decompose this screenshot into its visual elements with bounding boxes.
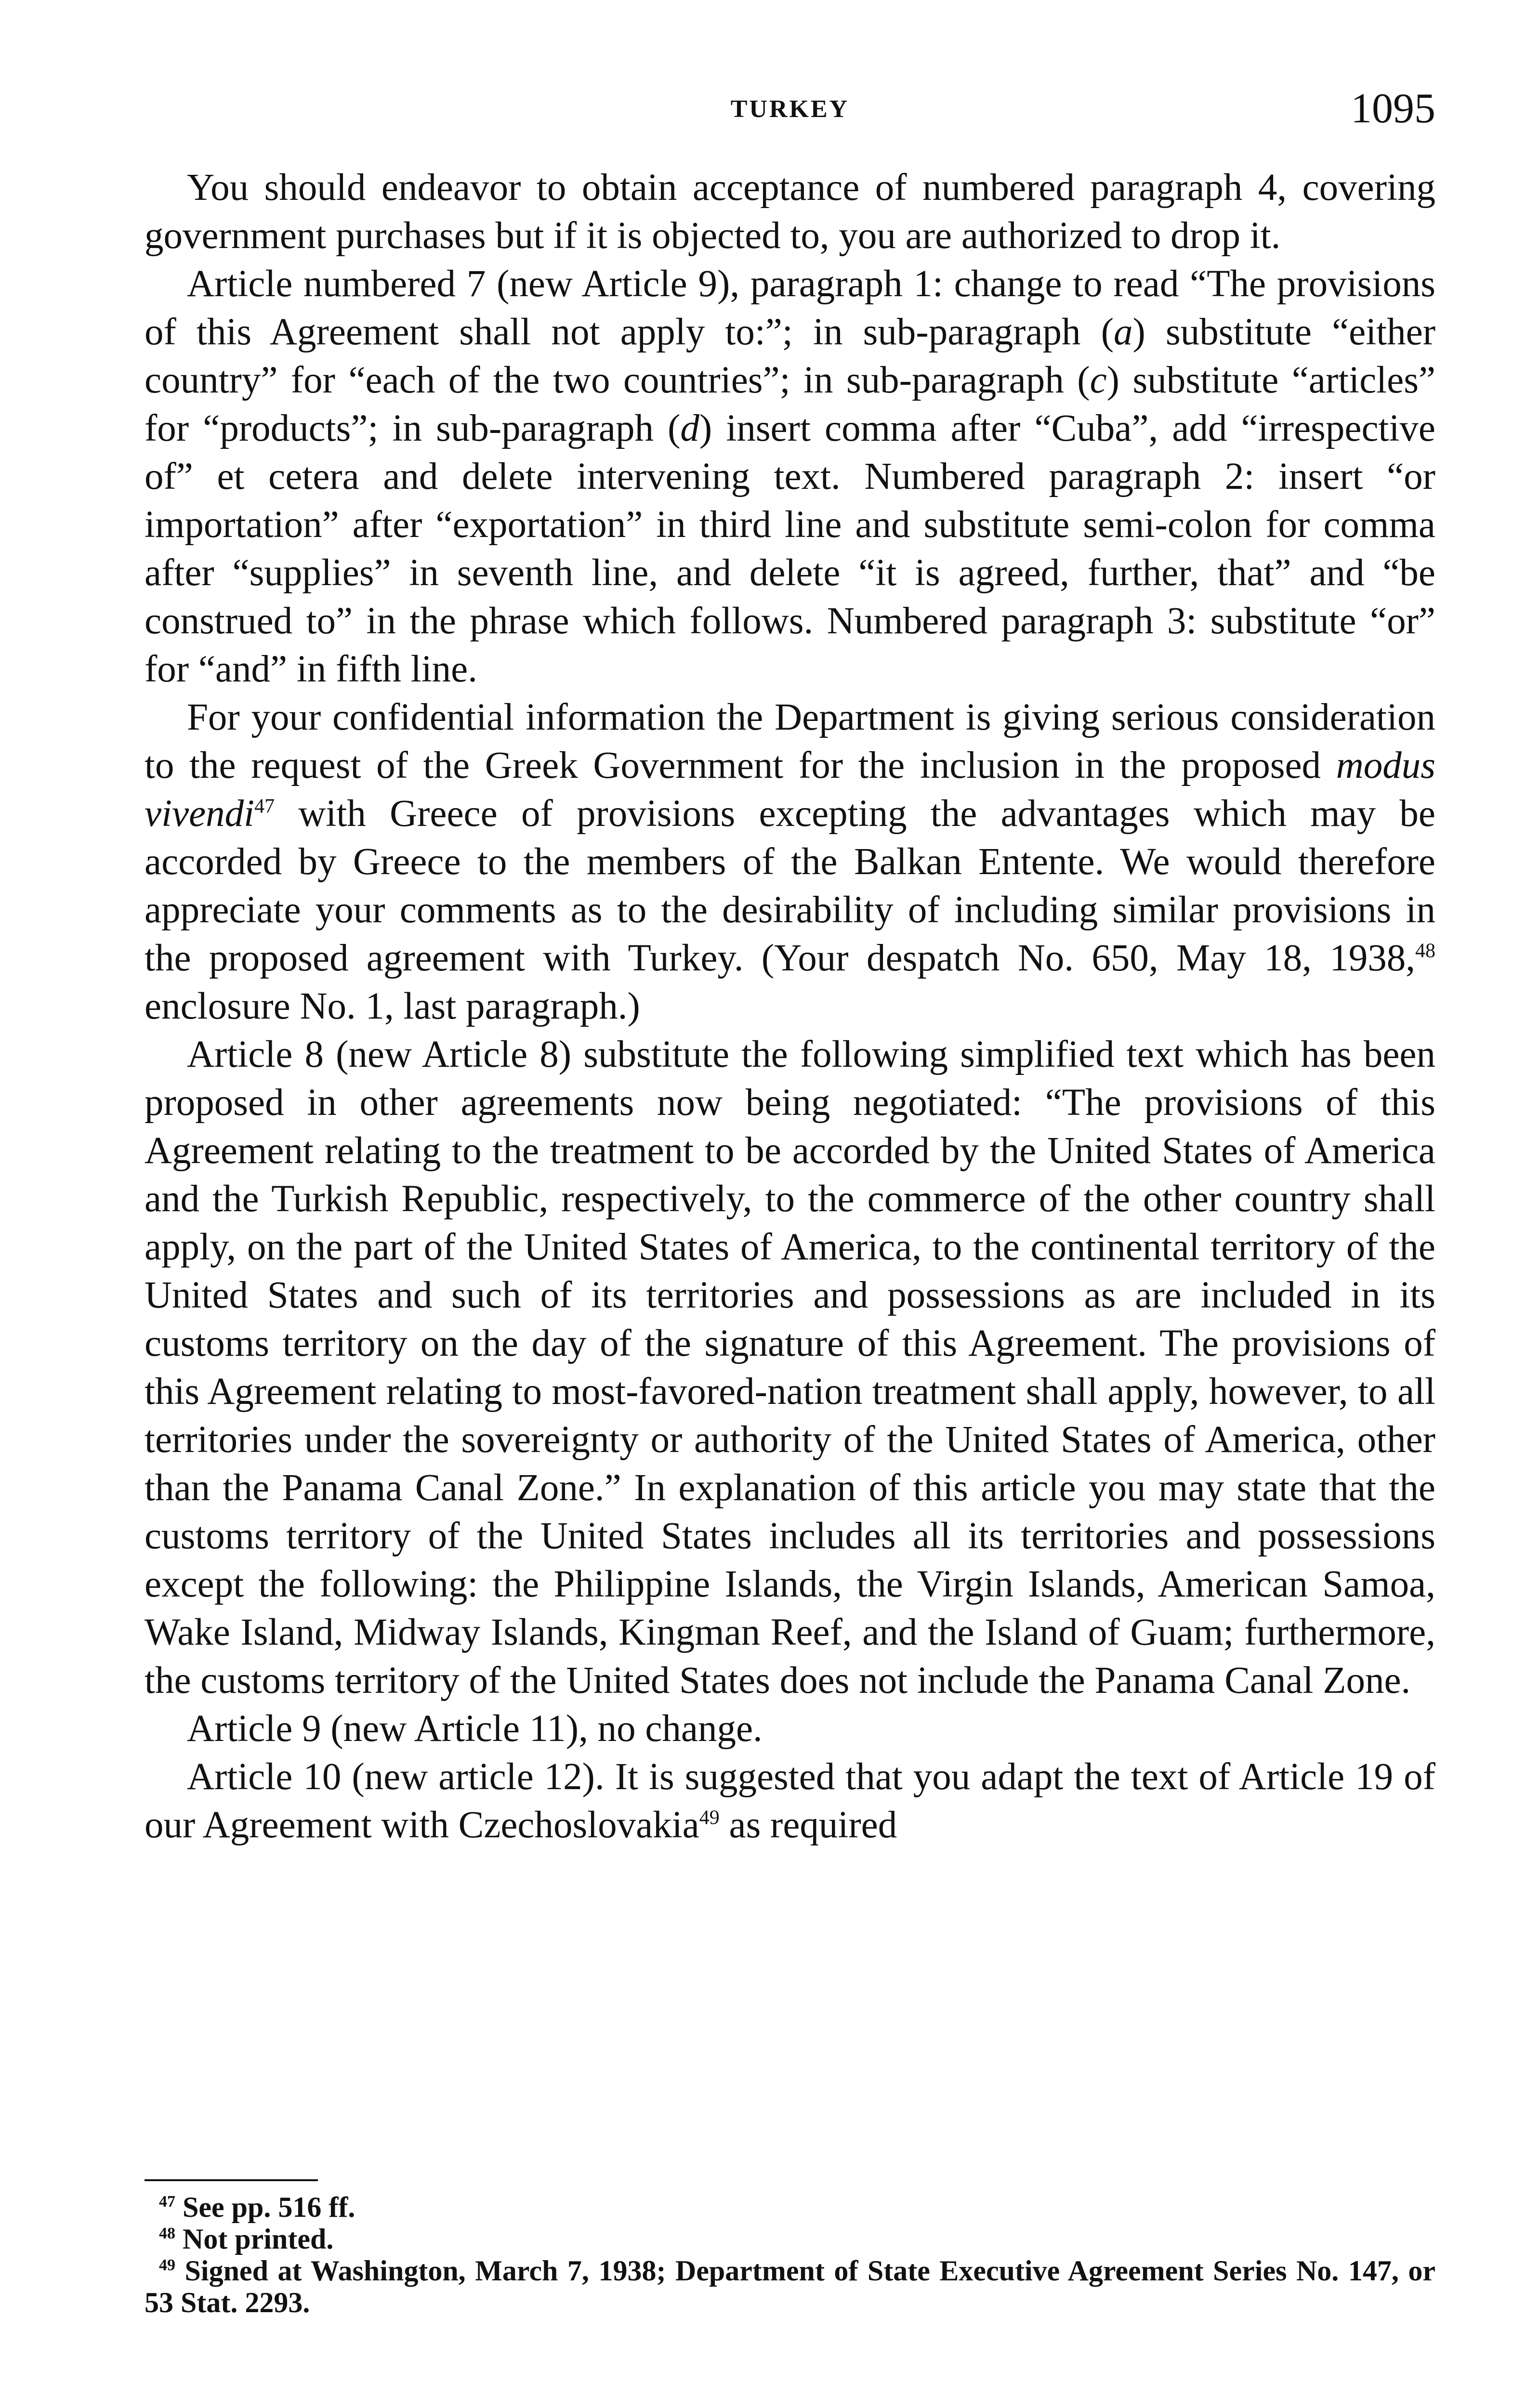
- body-text: [145, 164, 1435, 1849]
- footnote-marker: 48: [159, 2225, 175, 2242]
- paragraph-6-text-a: Article 10 (new article 12). It is suggested that you adapt the text of Article 19 of our Agreement with Czechoslovakia: [145, 1756, 1435, 1846]
- subparagraph-letter-c: c: [1090, 359, 1107, 401]
- footnote-text: Signed at Washington, March 7, 1938; Department of State Executive Agreement Series No. 147, or 53 Stat. 2293.: [145, 2255, 1435, 2318]
- footnote-ref-47[interactable]: 47: [254, 795, 275, 818]
- paragraph-2-text-g: ) insert comma after “Cuba”, add “irrespective of” et cetera and delete intervening text. Numbered paragraph 2: insert “or importation” after “exportation” in third line and substitute semi-colon for comma after “supplies” in seventh line, and delete “it is agreed, further, that” and “be construed to” in the phrase which follows. Numbered paragraph 3: substitute “or” for “and” in fifth line.: [145, 407, 1435, 690]
- paragraph-4: Article 8 (new Article 8) substitute the following simplified text which has been proposed in other agreements now being negotiated: “The provisions of this Agreement relating to the treatment to be accorded by the United States of America and the Turkish Republic, respectively, to the commerce of the other country shall apply, on the part of the United States of America, to the continental territory of the United States and such of its territories and possessions as are included in its customs territory on the day of the signature of this Agreement. The provisions of this Agreement relating to most-favored-nation treatment shall apply, however, to all territories under the sovereignty or authority of the United States of America, other than the Panama Canal Zone.” In explanation of this article you may state that the customs territory of the United States includes all its territories and possessions except the following: the Philippine Islands, the Virgin Islands, American Samoa, Wake Island, Midway Islands, Kingman Reef, and the Island of Guam; furthermore, the customs territory of the United States does not include the Panama Canal Zone.: [145, 1034, 1435, 1701]
- paragraph-3: [145, 694, 1435, 1031]
- footnote-49: [145, 2255, 1435, 2318]
- paragraph-6-text-b: as required: [719, 1804, 897, 1846]
- paragraph-3-text-d: enclosure No. 1, last paragraph.): [145, 985, 640, 1027]
- footnotes: [145, 2191, 1435, 2318]
- running-head: TURKEY: [730, 95, 850, 123]
- page-header: [145, 84, 1435, 142]
- paragraph-2-text-e: ) substitute “articles” for “products”; in sub-paragraph (: [145, 359, 1436, 449]
- paragraph-5: Article 9 (new Article 11), no change.: [187, 1708, 763, 1750]
- footnote-ref-48[interactable]: 48: [1415, 940, 1435, 962]
- paragraph-6: [145, 1753, 1435, 1849]
- paragraph-3-text-a: For your confidential information the Department is giving serious consideration to the request of the Greek Government for the inclusion in the proposed: [145, 696, 1435, 786]
- footnote-divider: [145, 2179, 318, 2181]
- paragraph-2: [145, 260, 1435, 694]
- subparagraph-letter-d: d: [680, 407, 699, 449]
- subparagraph-letter-a: a: [1114, 311, 1133, 353]
- footnote-47: [145, 2191, 1435, 2223]
- paragraph-1: You should endeavor to obtain acceptance of numbered paragraph 4, covering government purchases but if it is objected to, you are authorized to drop it.: [145, 167, 1435, 257]
- paragraph-2-text-c: ) substitute “either country” for “each of the two countries”; in sub-paragraph (: [145, 311, 1435, 401]
- footnote-marker: 49: [159, 2256, 175, 2274]
- footnote-text: Not printed.: [175, 2223, 334, 2255]
- page-number: 1095: [1351, 85, 1435, 132]
- footnote-48: [145, 2223, 1435, 2255]
- footnote-text: See pp. 516 ff.: [175, 2191, 355, 2223]
- paragraph-3-text-c: with Greece of provisions excepting the advantages which may be accorded by Greece to the members of the Balkan Entente. We would therefore appreciate your comments as to the desirability of including similar provisions in the proposed agreement with Turkey. (Your despatch No. 650, May 18, 1938,: [145, 793, 1435, 979]
- paragraph-2-text-a: Article numbered 7 (new Article 9), paragraph 1: change to read “The provisions of this Agreement shall not apply to:”; in sub-paragraph (: [145, 263, 1435, 353]
- modus-vivendi-phrase: modus vivendi: [145, 745, 1435, 835]
- footnote-marker: 47: [159, 2193, 175, 2211]
- footnote-ref-49[interactable]: 49: [699, 1806, 720, 1829]
